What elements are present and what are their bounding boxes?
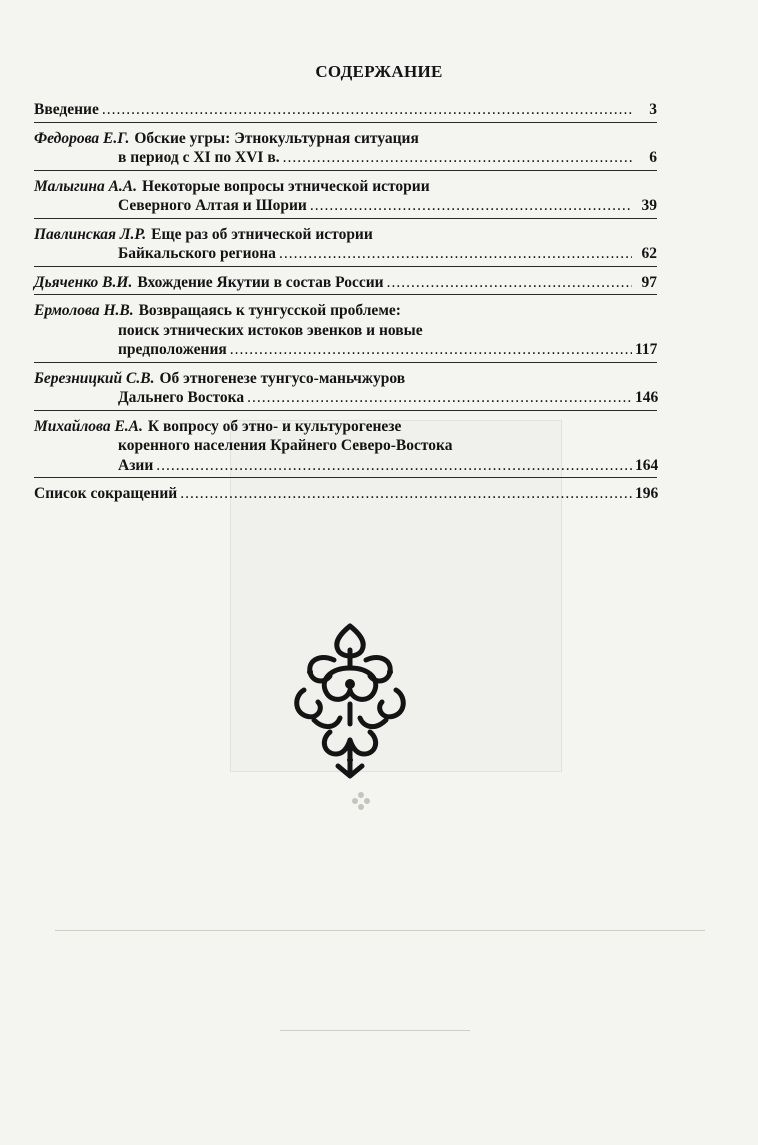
dot-leader: [279, 244, 632, 264]
toc-entry: [34, 129, 657, 171]
toc-author: Михайлова Е.А.: [34, 417, 143, 435]
toc-line: [34, 129, 657, 149]
toc-title: Список сокращений: [34, 485, 178, 502]
toc-author: Федорова Е.Г.: [34, 129, 130, 147]
toc-entry: [34, 369, 657, 411]
bleed-through-rule: [280, 1030, 470, 1031]
toc-page-number: 196: [635, 485, 659, 502]
table-of-contents: [34, 100, 657, 506]
toc-page-number: 3: [649, 101, 657, 118]
dot-leader: [387, 273, 632, 293]
bleed-through-rule: [55, 930, 705, 931]
toc-author: Дьяченко В.И.: [34, 273, 133, 291]
dot-leader: [310, 196, 632, 216]
toc-page-number: 117: [635, 341, 658, 358]
toc-title: Азии: [118, 456, 154, 474]
toc-title: поиск этнических истоков эвенков и новые: [118, 321, 423, 339]
toc-title: предположения: [118, 341, 227, 358]
toc-line: [34, 388, 657, 408]
toc-entry: [34, 484, 657, 506]
toc-line: [34, 244, 657, 264]
toc-title: Северного Алтая и Шории: [118, 197, 307, 214]
toc-entry: [34, 417, 657, 479]
toc-title: коренного населения Крайнего Северо-Востока: [118, 437, 453, 454]
toc-title: Обские угры: Этнокультурная ситуация: [134, 129, 419, 147]
toc-title: Байкальского региона: [118, 245, 276, 262]
toc-author: Малыгина А.А.: [34, 177, 138, 195]
toc-entry: [34, 225, 657, 267]
toc-entry: [34, 177, 657, 219]
toc-line: [34, 100, 657, 120]
toc-line: [34, 484, 657, 504]
toc-title: в период с XI по XVI в.: [118, 149, 280, 166]
toc-line: [34, 196, 657, 216]
page-title: СОДЕРЖАНИЕ: [315, 62, 443, 81]
toc-line: [34, 225, 657, 245]
toc-page-number: 97: [641, 273, 657, 291]
toc-title: Еще раз об этнической истории: [151, 225, 373, 243]
toc-page-number: 39: [641, 197, 657, 214]
toc-line: [34, 340, 657, 360]
ornament-icon: [290, 620, 410, 780]
toc-title: Введение: [34, 101, 99, 118]
toc-line: [34, 148, 657, 168]
toc-line: [34, 301, 657, 321]
toc-title: К вопросу об этно- и культурогенезе: [147, 417, 402, 435]
dot-leader: [156, 456, 632, 476]
toc-page-number: 62: [641, 245, 657, 262]
toc-entry: [34, 273, 657, 296]
dot-leader: [247, 388, 632, 408]
toc-entry: [34, 100, 657, 123]
dot-leader: [102, 100, 632, 120]
toc-title: Некоторые вопросы этнической истории: [142, 177, 430, 195]
toc-line: [34, 436, 657, 456]
toc-author: Павлинская Л.Р.: [34, 225, 147, 243]
toc-author: Ермолова Н.В.: [34, 302, 134, 319]
toc-title: Дальнего Востока: [118, 389, 245, 406]
toc-title: Вхождение Якутии в состав России: [137, 273, 384, 291]
toc-line: [34, 177, 657, 197]
toc-title: Возвращаясь к тунгусской проблеме:: [138, 302, 401, 319]
small-ornament-icon: [350, 790, 372, 812]
toc-line: [34, 321, 657, 341]
toc-title: Об этногенезе тунгусо-маньчжуров: [159, 369, 406, 387]
toc-line: [34, 417, 657, 437]
toc-entry: [34, 301, 657, 363]
toc-author: Березницкий С.В.: [34, 369, 155, 387]
dot-leader: [230, 340, 632, 360]
toc-page-number: 164: [635, 456, 659, 474]
dot-leader: [180, 484, 632, 504]
toc-page-number: 146: [635, 389, 659, 406]
toc-page-number: 6: [649, 149, 657, 166]
toc-line: [34, 456, 657, 476]
toc-line: [34, 369, 657, 389]
toc-line: [34, 273, 657, 293]
dot-leader: [283, 148, 632, 168]
